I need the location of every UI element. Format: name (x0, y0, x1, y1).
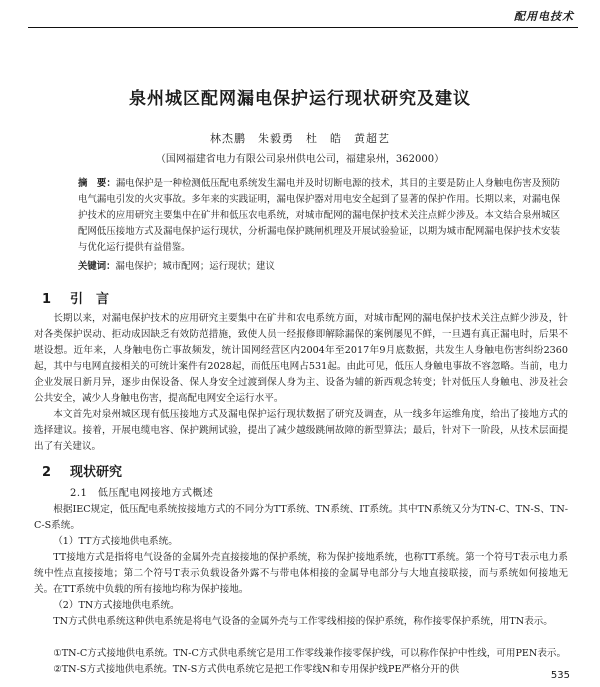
section-title: 现状研究 (70, 465, 123, 480)
body-item-tt-label: （1）TT方式接地供电系统。 (53, 536, 178, 547)
body-paragraph-tt: TT接地方式是指将电气设备的金属外壳直接接地的保护系统，称为保护接地系统，也称TT系统。第一个符号T表示电力系统中性点直接接地；第二个符号T表示负载设备外露不与带电体相接的金属导电部分与大地直接联接，而与系统如何接地无关。在TT系统中负载的所有接地均称为保护接地。 (34, 552, 568, 595)
section-number: 2 (42, 465, 52, 480)
article-title: 泉州城区配网漏电保护运行现状研究及建议 (129, 89, 471, 109)
abstract (78, 176, 560, 256)
body-item-tn-label: （2）TN方式接地供电系统。 (53, 600, 180, 611)
abstract-text: 漏电保护是一种检测低压配电系统发生漏电并及时切断电源的技术，其目的主要是防止人身触电伤害及预防电气漏电引发的火灾事故。多年来的实践证明，漏电保护器对用电安全起到了显著的保护作用。长期以来，对漏电保护技术的应用研究主要集中在矿井和低压农电系统，对城市配网的漏电保护技术关注点鲜少涉及。本文结合泉州城区配网低压接地方式及漏电保护运行现状，分析漏电保护跳闸机理及开展试验验证，以期为城市配网漏电保护技术安装与优化运行提供有益借鉴。 (78, 178, 560, 253)
subsection-heading-2-1: 2.1 低压配电网接地方式概述 (70, 488, 214, 499)
keywords (78, 258, 560, 272)
body-paragraph-tnc: ①TN-C方式接地供电系统。TN-C方式供电系统它是用工作零线兼作接零保护线，可以称作保护中性线，可用PEN表示。 (53, 648, 567, 659)
abstract-label: 摘 要： (78, 178, 116, 189)
header-rule (28, 27, 578, 28)
body-paragraph-3: 根据IEC规定，低压配电系统按接地方式的不同分为TT系统、TN系统、IT系统。其中TN系统又分为TN-C、TN-S、TN-C-S系统。 (34, 504, 568, 531)
intro-paragraph-1: 长期以来，对漏电保护技术的应用研究主要集中在矿井和农电系统方面，对城市配网的漏电保护技术关注点鲜少涉及，针对各类保护误动、拒动成因缺乏有效防范措施，致使人员一经报修即解除漏保的案例屡见不鲜，一旦遇有真正漏电时，后果不堪设想。近年来，人身触电伤亡事故频发，统计国网经营区内2004年至2017年9月底数据，共发生人身触电伤害纠纷2360起，其中与电网直接相关的可统计案件有2028起，而低压电网占531起。由此可见，低压人身触电事故不容忽略。当前，电力企业发展日新月异，逐步由保设备、保人身安全过渡到保人身为主、设备为辅的新西观念转变；针对低压人身触电、涉及社会公共安全，减少人身触电伤害，提高配电网安全运行水平。 (34, 313, 568, 404)
journal-column-label: 配用电技术 (514, 10, 574, 23)
body-paragraph-tns: ②TN-S方式接地供电系统。TN-S方式供电系统它是把工作零线N和专用保护线PE严格分开的供 (53, 664, 460, 675)
keywords-label: 关键词： (78, 261, 116, 272)
article-authors: 林杰鹏 朱毅勇 杜 皓 黄超艺 (210, 132, 390, 145)
intro-paragraph-2: 本文首先对泉州城区现有低压接地方式及漏电保护运行现状数据了研究及调查，从一线多年运维角度，给出了接地方式的选择建议。接着，开展电缆电容、保护跳闸试验，提出了减少越级跳闸故障的新型算法；最后，针对下一阶段，从技术层面提出了有关建议。 (34, 409, 568, 452)
section-heading-1 (42, 288, 109, 307)
section-title: 引 言 (70, 292, 110, 307)
keywords-text: 漏电保护；城市配网；运行现状；建议 (115, 261, 275, 272)
body-paragraph-tn: TN方式供电系统这种供电系统是将电气设备的金属外壳与工作零线相接的保护系统，称作接零保护系统，用TN表示。 (53, 616, 553, 627)
article-affiliation: （国网福建省电力有限公司泉州供电公司，福建泉州，362000） (155, 154, 445, 165)
section-number: 1 (42, 292, 52, 307)
page-number: 535 (550, 670, 570, 681)
section-heading-2 (42, 461, 122, 480)
